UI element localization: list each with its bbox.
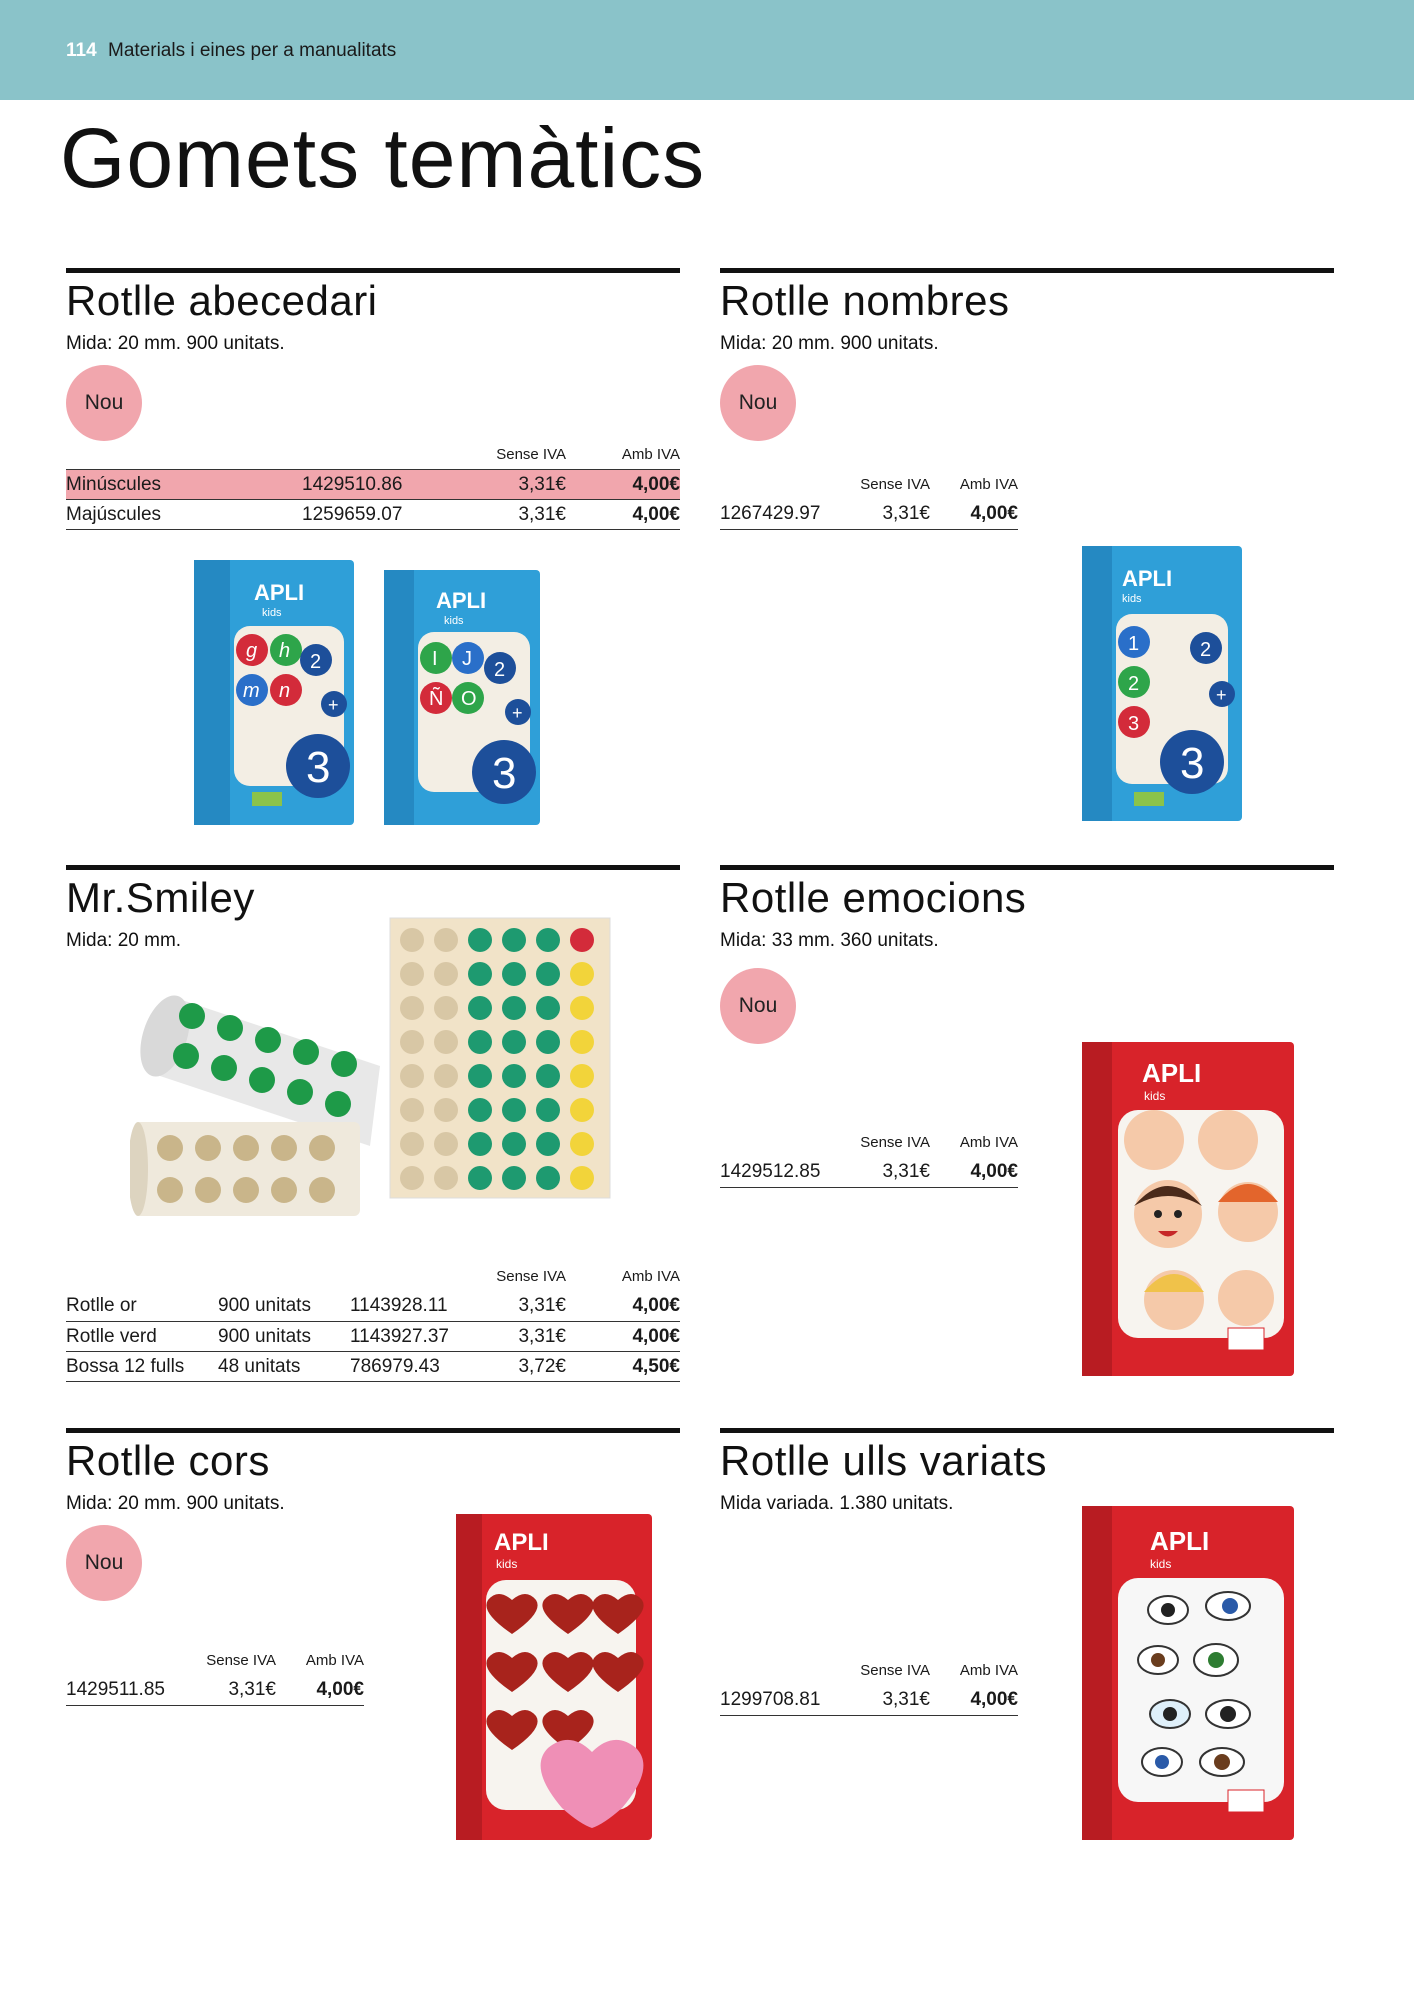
smiley-sticker bbox=[502, 928, 526, 952]
smiley-sticker bbox=[570, 1064, 594, 1088]
brand-sub-text: kids bbox=[1122, 593, 1142, 605]
smiley-sticker bbox=[400, 1166, 424, 1190]
section-subtitle: Mida: 20 mm. 900 unitats. bbox=[720, 333, 939, 354]
table-row bbox=[66, 1291, 680, 1321]
sticker-number: 2 bbox=[1128, 673, 1140, 695]
sticker-number: 2 bbox=[494, 659, 506, 681]
price-table-smiley bbox=[66, 1268, 680, 1382]
col-sense-iva: Sense IVA bbox=[860, 1662, 930, 1679]
smiley-sticker bbox=[502, 1064, 526, 1088]
price-amb-iva: 4,00€ bbox=[930, 1157, 1018, 1187]
blue-box-uppercase bbox=[384, 570, 540, 825]
price-sense-iva: 3,72€ bbox=[476, 1351, 566, 1381]
product-code: 786979.43 bbox=[346, 1351, 476, 1381]
sticker-letter: n bbox=[279, 680, 291, 702]
section-title: Rotlle cors bbox=[66, 1437, 270, 1484]
smiley-sticker bbox=[468, 1132, 492, 1156]
col-amb-iva: Amb IVA bbox=[621, 446, 680, 463]
brand-logo-text: APLI bbox=[254, 580, 305, 605]
product-code: 1429512.85 bbox=[720, 1157, 840, 1187]
sticker-sheet bbox=[390, 918, 610, 1198]
sticker-letter: Ñ bbox=[429, 688, 444, 710]
sticker-letter: J bbox=[462, 648, 472, 670]
new-badge: Nou bbox=[720, 968, 796, 1044]
section-nombres bbox=[720, 268, 1334, 355]
smiley-sticker bbox=[434, 1064, 458, 1088]
smiley-sticker bbox=[536, 1166, 560, 1190]
table-row bbox=[66, 500, 680, 530]
sticker-number: 3 bbox=[492, 749, 517, 798]
smiley-sticker bbox=[468, 996, 492, 1020]
section-subtitle: Mida: 33 mm. 360 unitats. bbox=[720, 930, 939, 951]
price-amb-iva: 4,00€ bbox=[276, 1675, 364, 1705]
price-table-emocions bbox=[720, 1134, 1018, 1188]
smiley-sticker bbox=[570, 1098, 594, 1122]
section-subtitle: Mida: 20 mm. 900 unitats. bbox=[66, 1493, 285, 1514]
brand-logo-text: APLI bbox=[494, 1529, 549, 1556]
product-variant: Majúscules bbox=[66, 500, 296, 530]
col-sense-iva: Sense IVA bbox=[496, 1268, 566, 1285]
smiley-sticker bbox=[570, 962, 594, 986]
col-sense-iva: Sense IVA bbox=[860, 476, 930, 493]
product-image-ulls bbox=[1078, 1500, 1298, 1846]
product-image-emocions bbox=[1078, 1036, 1298, 1382]
section-cors bbox=[66, 1428, 680, 1515]
sticker-symbol: + bbox=[1216, 685, 1227, 705]
section-name: Materials i eines per a manualitats bbox=[108, 40, 397, 61]
new-badge: Nou bbox=[66, 365, 142, 441]
smiley-sticker bbox=[468, 1030, 492, 1054]
brand-logo-text: APLI bbox=[1122, 566, 1173, 591]
page-number: 114 bbox=[66, 40, 97, 61]
col-amb-iva: Amb IVA bbox=[959, 1662, 1018, 1679]
smiley-sticker bbox=[434, 1166, 458, 1190]
product-image-nombres bbox=[1070, 540, 1250, 830]
smiley-sticker bbox=[434, 1098, 458, 1122]
smiley-sticker bbox=[468, 928, 492, 952]
sticker-symbol: + bbox=[328, 695, 339, 715]
smiley-sticker bbox=[468, 962, 492, 986]
col-amb-iva: Amb IVA bbox=[305, 1652, 364, 1669]
price-amb-iva: 4,00€ bbox=[930, 1685, 1018, 1715]
brand-sub-text: kids bbox=[262, 607, 282, 619]
table-row bbox=[720, 499, 1018, 529]
product-variant: Rotlle or bbox=[66, 1291, 218, 1321]
smiley-sticker bbox=[502, 996, 526, 1020]
smiley-sticker bbox=[400, 1132, 424, 1156]
header-bar bbox=[0, 0, 1414, 100]
brand-logo-text: APLI bbox=[436, 588, 487, 613]
brand-logo-text: APLI bbox=[1150, 1526, 1210, 1556]
sticker-letter: h bbox=[279, 640, 291, 662]
price-amb-iva: 4,00€ bbox=[566, 1291, 680, 1321]
smiley-sticker bbox=[502, 1132, 526, 1156]
product-code: 1259659.07 bbox=[296, 500, 466, 530]
smiley-sticker bbox=[570, 1030, 594, 1054]
product-code: 1267429.97 bbox=[720, 499, 840, 529]
price-sense-iva: 3,31€ bbox=[840, 499, 930, 529]
price-amb-iva: 4,00€ bbox=[930, 499, 1018, 529]
price-sense-iva: 3,31€ bbox=[840, 1157, 930, 1187]
product-code: 1429511.85 bbox=[66, 1675, 186, 1705]
col-amb-iva: Amb IVA bbox=[959, 476, 1018, 493]
smiley-sticker bbox=[400, 1030, 424, 1054]
section-title: Rotlle ulls variats bbox=[720, 1437, 1047, 1484]
sticker-letter: g bbox=[246, 640, 258, 662]
smiley-sticker bbox=[468, 1098, 492, 1122]
price-sense-iva: 3,31€ bbox=[476, 1321, 566, 1351]
product-code: 1143927.37 bbox=[346, 1321, 476, 1351]
sticker-letter: I bbox=[432, 648, 438, 670]
smiley-sticker bbox=[400, 928, 424, 952]
smiley-sticker bbox=[502, 1030, 526, 1054]
section-emocions bbox=[720, 865, 1334, 952]
face-sticker bbox=[1198, 1110, 1258, 1170]
smiley-sticker bbox=[400, 1098, 424, 1122]
product-code: 1143928.11 bbox=[346, 1291, 476, 1321]
price-sense-iva: 3,31€ bbox=[186, 1675, 276, 1705]
brand-sub-text: kids bbox=[1150, 1557, 1172, 1571]
section-subtitle: Mida: 20 mm. 900 unitats. bbox=[66, 333, 285, 354]
new-badge: Nou bbox=[66, 1525, 142, 1601]
smiley-sticker bbox=[468, 1064, 492, 1088]
product-units: 48 unitats bbox=[218, 1351, 346, 1381]
product-code: 1429510.86 bbox=[296, 470, 466, 500]
smiley-sticker bbox=[570, 1132, 594, 1156]
sticker-number: 2 bbox=[310, 651, 322, 673]
smiley-sticker bbox=[570, 1166, 594, 1190]
price-sense-iva: 3,31€ bbox=[476, 1291, 566, 1321]
price-amb-iva: 4,00€ bbox=[566, 470, 680, 500]
table-row bbox=[720, 1685, 1018, 1715]
section-title: Rotlle abecedari bbox=[66, 277, 378, 324]
price-table-abecedari bbox=[66, 446, 680, 530]
gold-smiley-roll bbox=[130, 1122, 360, 1216]
section-title: Mr.Smiley bbox=[66, 874, 255, 921]
smiley-sticker bbox=[400, 996, 424, 1020]
price-amb-iva: 4,00€ bbox=[566, 500, 680, 530]
smiley-sticker bbox=[536, 1098, 560, 1122]
smiley-sticker bbox=[536, 1132, 560, 1156]
col-sense-iva: Sense IVA bbox=[860, 1134, 930, 1151]
brand-sub-text: kids bbox=[444, 615, 464, 627]
smiley-sticker bbox=[400, 962, 424, 986]
smiley-sticker bbox=[502, 962, 526, 986]
col-amb-iva: Amb IVA bbox=[621, 1268, 680, 1285]
smiley-sticker bbox=[536, 996, 560, 1020]
product-image-abecedari bbox=[170, 540, 570, 835]
col-amb-iva: Amb IVA bbox=[959, 1134, 1018, 1151]
smiley-sticker bbox=[502, 1166, 526, 1190]
smiley-sticker bbox=[468, 1166, 492, 1190]
table-row bbox=[66, 470, 680, 500]
brand-sub-text: kids bbox=[1144, 1089, 1166, 1103]
brand-logo-text: APLI bbox=[1142, 1058, 1202, 1088]
smiley-sticker bbox=[570, 996, 594, 1020]
sticker-letter: m bbox=[243, 680, 260, 702]
price-table-cors bbox=[66, 1652, 364, 1706]
smiley-sticker bbox=[570, 928, 594, 952]
face-sticker bbox=[1218, 1270, 1274, 1326]
product-variant: Bossa 12 fulls bbox=[66, 1351, 218, 1381]
brand-sub-text: kids bbox=[496, 1557, 518, 1571]
price-sense-iva: 3,31€ bbox=[840, 1685, 930, 1715]
smiley-sticker bbox=[502, 1098, 526, 1122]
smiley-sticker bbox=[434, 996, 458, 1020]
section-title: Rotlle nombres bbox=[720, 277, 1010, 324]
smiley-sticker bbox=[434, 928, 458, 952]
page-title: Gomets temàtics bbox=[60, 111, 706, 205]
table-row bbox=[66, 1321, 680, 1351]
smiley-sticker bbox=[536, 962, 560, 986]
sticker-number: 2 bbox=[1200, 639, 1212, 661]
smiley-sticker bbox=[400, 1064, 424, 1088]
product-code: 1299708.81 bbox=[720, 1685, 840, 1715]
smiley-sticker bbox=[536, 1064, 560, 1088]
section-subtitle: Mida variada. 1.380 unitats. bbox=[720, 1493, 954, 1514]
section-abecedari bbox=[66, 268, 680, 355]
sticker-letter: O bbox=[461, 688, 477, 710]
sticker-symbol: + bbox=[512, 703, 523, 723]
col-sense-iva: Sense IVA bbox=[206, 1652, 276, 1669]
sticker-number: 3 bbox=[1128, 713, 1140, 735]
sticker-number: 3 bbox=[306, 743, 331, 792]
product-variant: Rotlle verd bbox=[66, 1321, 218, 1351]
face-sticker bbox=[1124, 1110, 1184, 1170]
price-amb-iva: 4,50€ bbox=[566, 1351, 680, 1381]
table-row bbox=[66, 1675, 364, 1705]
product-image-smiley bbox=[130, 916, 615, 1228]
table-row bbox=[720, 1157, 1018, 1187]
price-amb-iva: 4,00€ bbox=[566, 1321, 680, 1351]
table-row bbox=[66, 1351, 680, 1381]
new-badge: Nou bbox=[720, 365, 796, 441]
price-sense-iva: 3,31€ bbox=[466, 500, 566, 530]
product-variant: Minúscules bbox=[66, 470, 296, 500]
blue-box-lowercase bbox=[194, 560, 354, 825]
sticker-number: 3 bbox=[1180, 739, 1205, 788]
smiley-sticker bbox=[536, 928, 560, 952]
price-table-nombres bbox=[720, 476, 1018, 530]
product-units: 900 unitats bbox=[218, 1321, 346, 1351]
smiley-sticker bbox=[536, 1030, 560, 1054]
smiley-sticker bbox=[434, 962, 458, 986]
price-sense-iva: 3,31€ bbox=[466, 470, 566, 500]
smiley-sticker bbox=[434, 1132, 458, 1156]
price-table-ulls bbox=[720, 1662, 1018, 1716]
section-title: Rotlle emocions bbox=[720, 874, 1027, 921]
product-units: 900 unitats bbox=[218, 1291, 346, 1321]
product-image-cors bbox=[452, 1508, 662, 1846]
section-subtitle: Mida: 20 mm. bbox=[66, 930, 182, 951]
sticker-number: 1 bbox=[1128, 633, 1140, 655]
col-sense-iva: Sense IVA bbox=[496, 446, 566, 463]
smiley-sticker bbox=[434, 1030, 458, 1054]
